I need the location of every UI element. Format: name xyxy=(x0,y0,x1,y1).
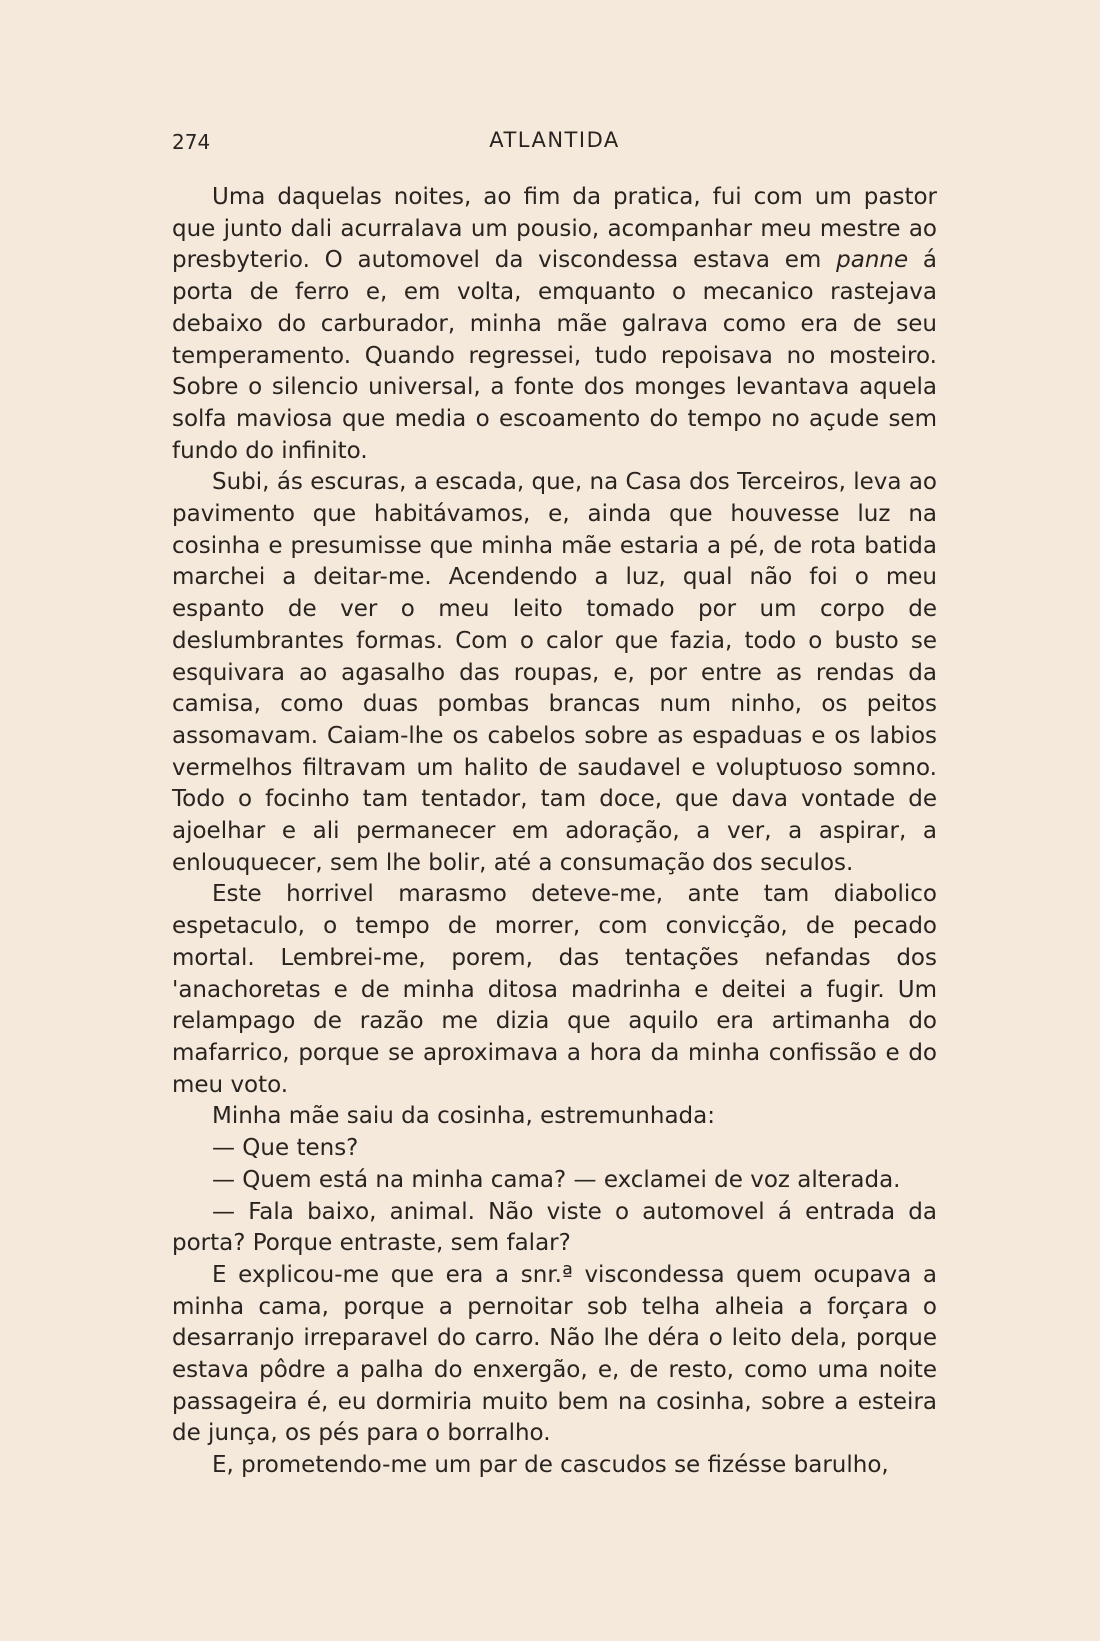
paragraph xyxy=(172,182,937,467)
paragraph: Subi, ás escuras, a escada, que, na Casa dos Terceiros, leva ao pavimento que habitávamos, e, ainda que houvesse luz na cosinha e presumisse que minha mãe estaria a pé, de rota batida marchei a deitar-me. Acendendo a luz, qual não foi o meu espanto de ver o meu leito tomado por um corpo de deslumbrantes formas. Com o calor que fazia, todo o busto se esquivara ao agasalho das roupas, e, por entre as rendas da camisa, como duas pombas brancas num ninho, os peitos assomavam. Caiam-lhe os cabelos sobre as espaduas e os labios vermelhos filtravam um halito de saudavel e voluptuoso somno. Todo o focinho tam tentador, tam doce, que dava vontade de ajoelhar e ali permanecer em adoração, a ver, a aspirar, a enlouquecer, sem lhe bolir, até a consumação dos seculos. xyxy=(172,469,937,876)
paragraph: E explicou-me que era a snr.ª viscondessa quem ocupava a minha cama, porque a pernoitar sob telha alheia a forçara o desarranjo irreparavel do carro. Não lhe déra o leito dela, porque estava pôdre a palha do enxergão, e, de resto, como uma noite passageira é, eu dormiria muito bem na cosinha, sobre a esteira de junça, os pés para o borralho. xyxy=(172,1261,937,1447)
dialogue-line: — Que tens? xyxy=(212,1135,359,1162)
italic-term: panne xyxy=(836,247,909,274)
dialogue-line: — Fala baixo, animal. Não viste o automovel á entrada da porta? Porque entraste, sem falar? xyxy=(172,1198,937,1257)
paragraph: Minha mãe saiu da cosinha, estremunhada: xyxy=(212,1103,716,1130)
paragraph-text: Uma daquelas noites, ao fim da pratica, fui com um pastor que junto dali acurralava um pousio, acompanhar meu mestre ao presbyterio. O automovel da viscondessa estava em xyxy=(172,184,937,274)
paragraph: E, prometendo-me um par de cascudos se fizésse barulho, xyxy=(212,1452,889,1479)
body-text xyxy=(172,182,937,1482)
journal-title: ATLANTIDA xyxy=(489,128,620,152)
paragraph-text: á porta de ferro e, em volta, emquanto o mecanico rastejava debaixo do carburador, minha mãe galrava como era de seu temperamento. Quando regressei, tudo repoisava no mosteiro. Sobre o silencio universal, a fonte dos monges levantava aquela solfa maviosa que media o escoamento do tempo no açude sem fundo do infinito. xyxy=(172,247,937,464)
page-number: 274 xyxy=(172,130,211,154)
dialogue-line: — Quem está na minha cama? — exclamei de voz alterada. xyxy=(212,1166,901,1193)
running-head xyxy=(172,126,937,160)
paragraph: Este horrivel marasmo deteve-me, ante tam diabolico espetaculo, o tempo de morrer, com convicção, de pecado mortal. Lembrei-me, porem, das tentações nefandas dos 'anachoretas e de minha ditosa madrinha e deitei a fugir. Um relampago de razão me dizia que aquilo era artimanha do mafarrico, porque se aproximava a hora da minha confissão e do meu voto. xyxy=(172,881,937,1098)
